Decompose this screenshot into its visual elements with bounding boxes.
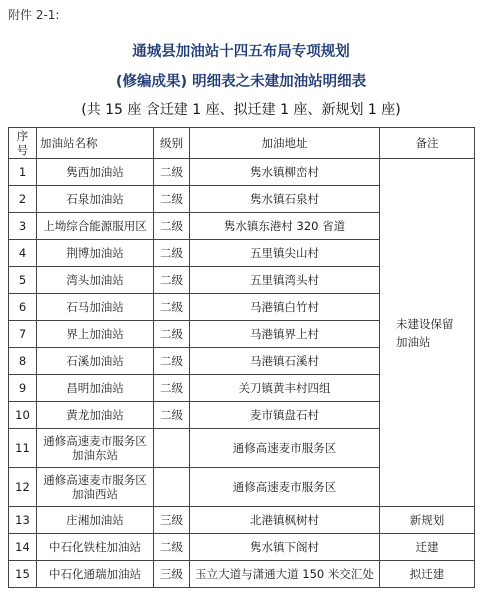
table-header-row — [9, 128, 475, 159]
station-table — [8, 127, 475, 588]
cell-address: 关刀镇黄丰村四组 — [190, 375, 380, 402]
cell-name: 荆博加油站 — [37, 240, 154, 267]
cell-address: 五里镇湾头村 — [190, 267, 380, 294]
cell-name: 中石化铁柱加油站 — [37, 534, 154, 561]
merged-note-line2: 加油站 — [396, 334, 431, 349]
cell-no: 8 — [9, 348, 37, 375]
table-row — [9, 507, 475, 534]
cell-address: 隽水镇柳峦村 — [190, 159, 380, 186]
cell-no: 13 — [9, 507, 37, 534]
page-subtitle: (共 15 座 含迁建 1 座、拟迁建 1 座、新规划 1 座) — [81, 102, 401, 118]
cell-no: 2 — [9, 186, 37, 213]
header-name: 加油站名称 — [37, 128, 154, 159]
header-address: 加油地址 — [190, 128, 380, 159]
merged-note-cell — [380, 159, 475, 507]
cell-no: 9 — [9, 375, 37, 402]
page-title-line2: (修编成果) 明细表之未建加油站明细表 — [115, 74, 367, 90]
cell-level: 二级 — [154, 159, 190, 186]
attachment-label: 附件 2-1: — [8, 8, 60, 22]
cell-address: 隽水镇石泉村 — [190, 186, 380, 213]
cell-name: 石泉加油站 — [37, 186, 154, 213]
cell-level: 二级 — [154, 240, 190, 267]
cell-no: 14 — [9, 534, 37, 561]
cell-no: 15 — [9, 561, 37, 588]
cell-name: 通修高速麦市服务区加油西站 — [37, 468, 154, 507]
cell-no: 6 — [9, 294, 37, 321]
cell-name: 隽西加油站 — [37, 159, 154, 186]
cell-address: 通修高速麦市服务区 — [190, 429, 380, 468]
cell-level: 二级 — [154, 213, 190, 240]
cell-level: 二级 — [154, 348, 190, 375]
cell-level: 二级 — [154, 186, 190, 213]
cell-address: 马港镇界上村 — [190, 321, 380, 348]
cell-no: 3 — [9, 213, 37, 240]
cell-address: 隽水镇下阁村 — [190, 534, 380, 561]
cell-note: 迁建 — [380, 534, 475, 561]
cell-address: 五里镇尖山村 — [190, 240, 380, 267]
cell-level: 二级 — [154, 534, 190, 561]
cell-address: 马港镇石溪村 — [190, 348, 380, 375]
cell-level — [154, 429, 190, 468]
table-row — [9, 534, 475, 561]
cell-name: 黄龙加油站 — [37, 402, 154, 429]
table-row — [9, 159, 475, 186]
cell-level: 三级 — [154, 507, 190, 534]
table-row — [9, 561, 475, 588]
page-title: 通城县加油站十四五布局专项规划 — [132, 44, 350, 60]
cell-name: 石溪加油站 — [37, 348, 154, 375]
cell-name: 上坳综合能源服用区 — [37, 213, 154, 240]
cell-name: 昌明加油站 — [37, 375, 154, 402]
cell-address: 玉立大道与潇通大道 150 米交汇处 — [190, 561, 380, 588]
header-level: 级别 — [154, 128, 190, 159]
cell-address: 隽水镇东港村 320 省道 — [190, 213, 380, 240]
cell-note: 拟迁建 — [380, 561, 475, 588]
cell-name: 中石化通瑞加油站 — [37, 561, 154, 588]
cell-name: 庄湘加油站 — [37, 507, 154, 534]
cell-note: 新规划 — [380, 507, 475, 534]
cell-level: 二级 — [154, 267, 190, 294]
cell-no: 12 — [9, 468, 37, 507]
cell-address: 北港镇枫树村 — [190, 507, 380, 534]
cell-level: 二级 — [154, 375, 190, 402]
cell-name: 界上加油站 — [37, 321, 154, 348]
cell-level — [154, 468, 190, 507]
cell-no: 5 — [9, 267, 37, 294]
cell-no: 11 — [9, 429, 37, 468]
header-no: 序号 — [9, 128, 37, 159]
cell-name: 石马加油站 — [37, 294, 154, 321]
cell-level: 二级 — [154, 321, 190, 348]
cell-level: 二级 — [154, 294, 190, 321]
cell-level: 三级 — [154, 561, 190, 588]
cell-no: 1 — [9, 159, 37, 186]
header-note: 备注 — [380, 128, 475, 159]
cell-name: 湾头加油站 — [37, 267, 154, 294]
cell-level: 二级 — [154, 402, 190, 429]
cell-address: 马港镇白竹村 — [190, 294, 380, 321]
cell-no: 7 — [9, 321, 37, 348]
cell-address: 通修高速麦市服务区 — [190, 468, 380, 507]
cell-name: 通修高速麦市服务区加油东站 — [37, 429, 154, 468]
merged-note-line1: 未建设保留 — [396, 316, 454, 331]
cell-address: 麦市镇盘石村 — [190, 402, 380, 429]
cell-no: 4 — [9, 240, 37, 267]
cell-no: 10 — [9, 402, 37, 429]
